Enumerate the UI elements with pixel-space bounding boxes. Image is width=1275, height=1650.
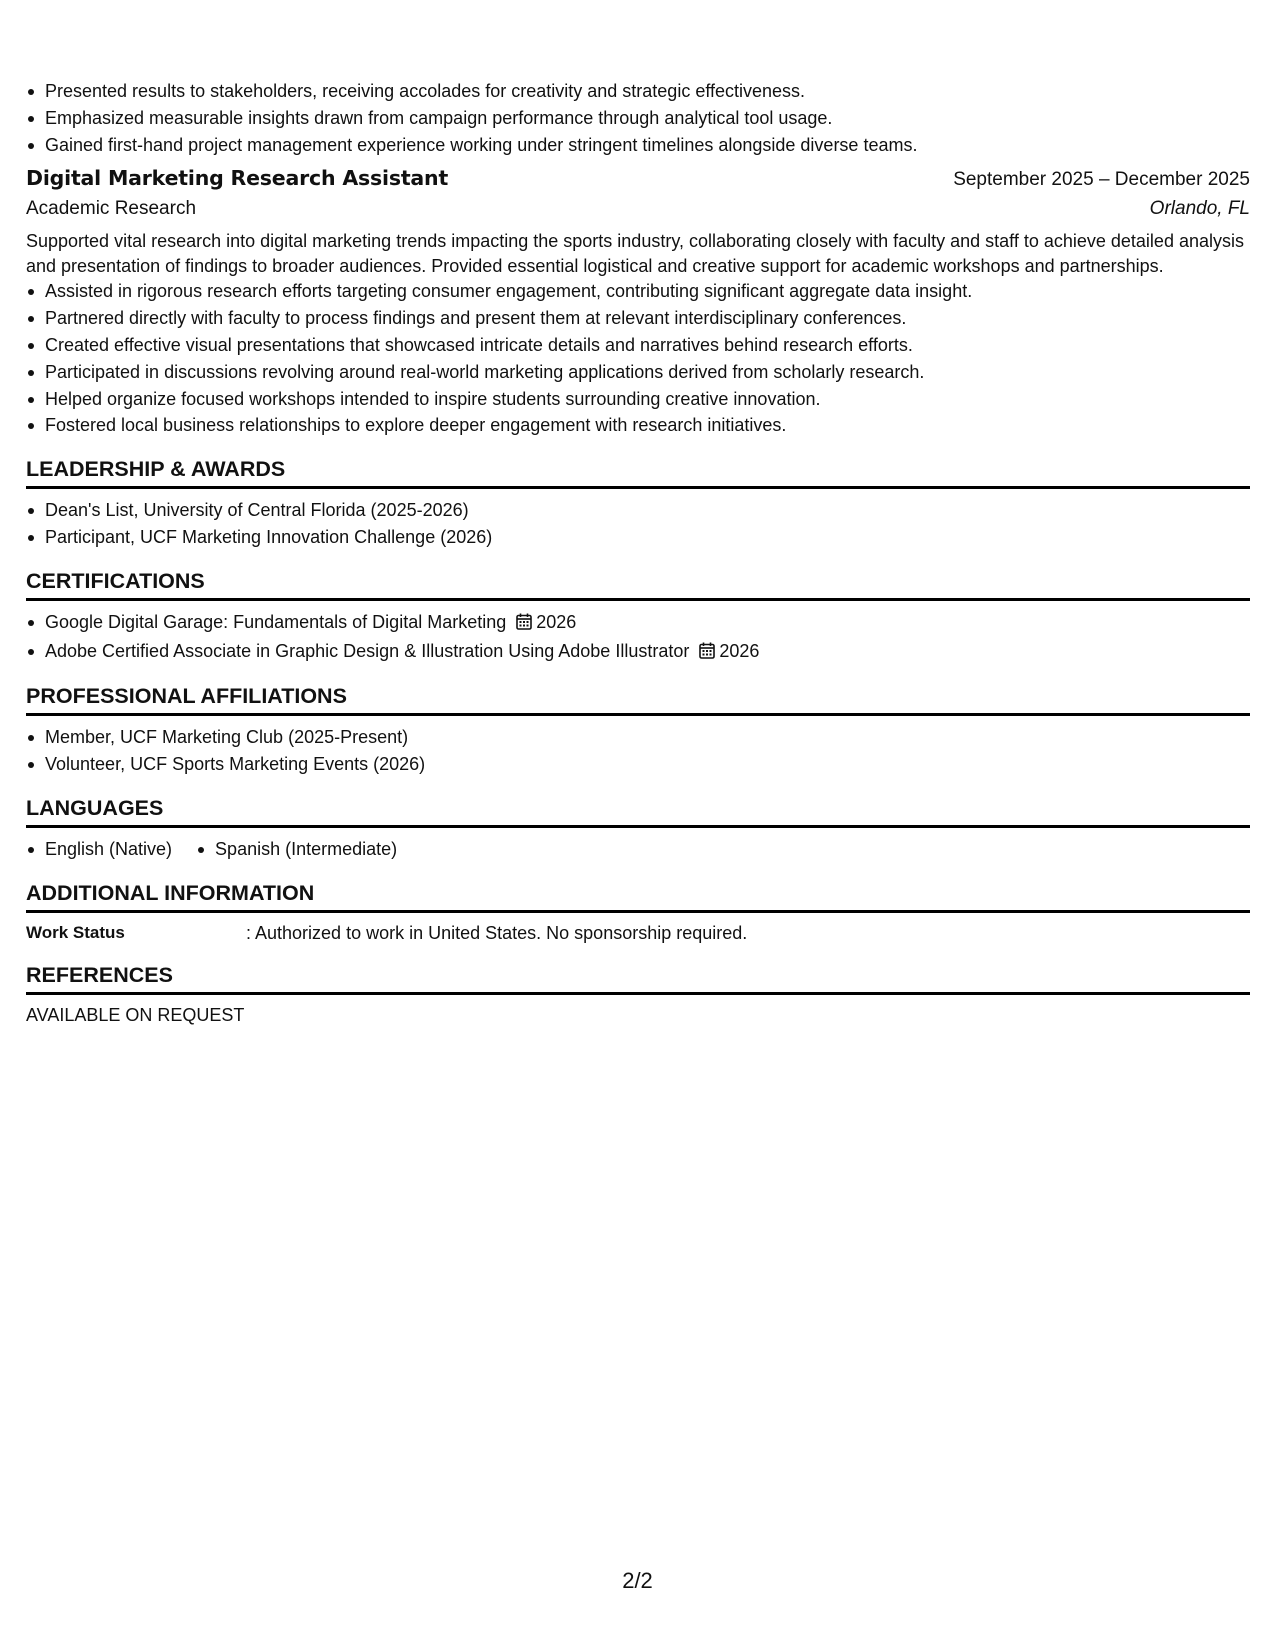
leadership-list (26, 497, 1250, 551)
list-item: Emphasized measurable insights drawn from campaign performance through analytical tool usage. (26, 105, 1250, 132)
resume-page (26, 78, 1250, 1027)
page-number: 2/2 (622, 1568, 653, 1593)
certification-name: Adobe Certified Associate in Graphic Design & Illustration Using Adobe Illustrator (45, 640, 690, 661)
list-item: Participated in discussions revolving around real-world marketing applications derived from scholarly research. (26, 359, 1250, 386)
section-title: CERTIFICATIONS (26, 567, 1250, 601)
list-item: English (Native) (26, 836, 172, 863)
work-status-row (26, 921, 1250, 945)
job-title: Digital Marketing Research Assistant (26, 166, 449, 191)
certification-year: 2026 (536, 611, 577, 632)
languages-section (26, 794, 1250, 863)
job-dates: September 2025 – December 2025 (953, 169, 1250, 191)
work-status-value: : Authorized to work in United States. No sponsorship required. (246, 922, 748, 943)
list-item: Assisted in rigorous research efforts targeting consumer engagement, contributing significant aggregate data insight. (26, 278, 1250, 305)
additional-info-section (26, 879, 1250, 945)
languages-list (26, 836, 1250, 863)
job-location: Orlando, FL (1149, 198, 1250, 220)
list-item: Dean's List, University of Central Florida (2025-2026) (26, 497, 1250, 524)
section-title: ADDITIONAL INFORMATION (26, 879, 1250, 913)
work-status-label: Work Status (26, 922, 125, 942)
certification-item (26, 609, 1250, 638)
list-item: Partnered directly with faculty to process findings and present them at relevant interdisciplinary conferences. (26, 305, 1250, 332)
list-item: Participant, UCF Marketing Innovation Challenge (2026) (26, 524, 1250, 551)
list-item: Fostered local business relationships to explore deeper engagement with research initiatives. (26, 412, 1250, 439)
certifications-list (26, 609, 1250, 667)
calendar-icon (516, 611, 532, 638)
list-item: Created effective visual presentations that showcased intricate details and narratives behind research efforts. (26, 332, 1250, 359)
calendar-icon (699, 640, 715, 667)
list-item: Spanish (Intermediate) (196, 836, 397, 863)
affiliations-list (26, 724, 1250, 778)
section-title: LANGUAGES (26, 794, 1250, 828)
list-item: Presented results to stakeholders, receiving accolades for creativity and strategic effectiveness. (26, 78, 1250, 105)
job-description: Supported vital research into digital marketing trends impacting the sports industry, collaborating closely with faculty and staff to achieve detailed analysis and presentation of findings to broader audiences. Provided essential logistical and creative support for academic workshops and partnerships. (26, 231, 1244, 276)
certification-year: 2026 (719, 640, 760, 661)
list-item: Helped organize focused workshops intended to inspire students surrounding creative innovation. (26, 386, 1250, 413)
job-organization: Academic Research (26, 198, 197, 220)
certifications-section (26, 567, 1250, 667)
section-title: LEADERSHIP & AWARDS (26, 455, 1250, 489)
leadership-section (26, 455, 1250, 551)
job-bullets (26, 278, 1250, 439)
job-header (26, 166, 1250, 191)
job-subheader (26, 198, 1250, 220)
section-title: PROFESSIONAL AFFILIATIONS (26, 682, 1250, 716)
section-title: REFERENCES (26, 961, 1250, 995)
certification-item (26, 638, 1250, 667)
references-section (26, 961, 1250, 1027)
affiliations-section (26, 682, 1250, 778)
references-text: AVAILABLE ON REQUEST (26, 1004, 245, 1025)
job-entry (26, 166, 1250, 439)
certification-name: Google Digital Garage: Fundamentals of Digital Marketing (45, 611, 507, 632)
list-item: Gained first-hand project management experience working under stringent timelines alongside diverse teams. (26, 132, 1250, 159)
list-item: Member, UCF Marketing Club (2025-Present) (26, 724, 1250, 751)
previous-job-bullets (26, 78, 1250, 158)
list-item: Volunteer, UCF Sports Marketing Events (2026) (26, 751, 1250, 778)
